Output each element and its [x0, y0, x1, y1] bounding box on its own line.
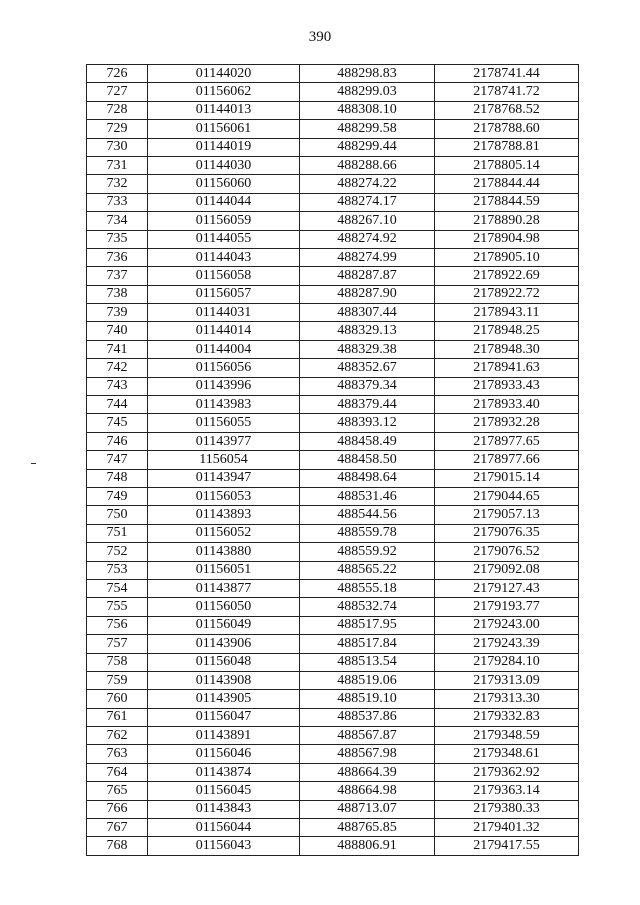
y-coordinate-cell: 2179057.13	[435, 506, 579, 524]
y-coordinate-cell: 2178922.69	[435, 267, 579, 285]
point-id-cell: 01156060	[148, 175, 300, 193]
point-number-cell: 767	[87, 819, 148, 837]
table-row	[87, 487, 579, 505]
y-coordinate-cell: 2178768.52	[435, 101, 579, 119]
point-id-cell: 01144013	[148, 101, 300, 119]
table-row	[87, 377, 579, 395]
point-id-cell: 01144020	[148, 65, 300, 83]
point-id-cell: 01156044	[148, 819, 300, 837]
y-coordinate-cell: 2179380.33	[435, 800, 579, 818]
x-coordinate-cell: 488664.98	[300, 782, 435, 800]
x-coordinate-cell: 488519.06	[300, 671, 435, 689]
point-number-cell: 761	[87, 708, 148, 726]
point-id-cell: 01143891	[148, 727, 300, 745]
x-coordinate-cell: 488267.10	[300, 212, 435, 230]
point-number-cell: 746	[87, 432, 148, 450]
y-coordinate-cell: 2178741.72	[435, 83, 579, 101]
table-row	[87, 432, 579, 450]
point-number-cell: 732	[87, 175, 148, 193]
y-coordinate-cell: 2179362.92	[435, 763, 579, 781]
stray-mark	[31, 463, 36, 464]
y-coordinate-cell: 2178922.72	[435, 285, 579, 303]
x-coordinate-cell: 488329.38	[300, 340, 435, 358]
y-coordinate-cell: 2178904.98	[435, 230, 579, 248]
y-coordinate-cell: 2178933.43	[435, 377, 579, 395]
point-number-cell: 727	[87, 83, 148, 101]
x-coordinate-cell: 488806.91	[300, 837, 435, 855]
table-row	[87, 819, 579, 837]
x-coordinate-cell: 488458.50	[300, 451, 435, 469]
y-coordinate-cell: 2179076.35	[435, 524, 579, 542]
x-coordinate-cell: 488565.22	[300, 561, 435, 579]
table-row	[87, 800, 579, 818]
table-row	[87, 524, 579, 542]
x-coordinate-cell: 488298.83	[300, 65, 435, 83]
point-id-cell: 01143874	[148, 763, 300, 781]
table-row	[87, 65, 579, 83]
x-coordinate-cell: 488713.07	[300, 800, 435, 818]
y-coordinate-cell: 2178844.44	[435, 175, 579, 193]
point-id-cell: 01143977	[148, 432, 300, 450]
point-number-cell: 733	[87, 193, 148, 211]
x-coordinate-cell: 488299.44	[300, 138, 435, 156]
x-coordinate-cell: 488532.74	[300, 598, 435, 616]
y-coordinate-cell: 2178948.30	[435, 340, 579, 358]
point-number-cell: 744	[87, 396, 148, 414]
y-coordinate-cell: 2179243.00	[435, 616, 579, 634]
point-id-cell: 01156059	[148, 212, 300, 230]
point-number-cell: 755	[87, 598, 148, 616]
point-number-cell: 745	[87, 414, 148, 432]
table-row	[87, 506, 579, 524]
table-row	[87, 322, 579, 340]
y-coordinate-cell: 2179076.52	[435, 543, 579, 561]
x-coordinate-cell: 488517.95	[300, 616, 435, 634]
point-id-cell: 01143880	[148, 543, 300, 561]
point-number-cell: 737	[87, 267, 148, 285]
point-id-cell: 01156049	[148, 616, 300, 634]
point-number-cell: 742	[87, 359, 148, 377]
y-coordinate-cell: 2178977.66	[435, 451, 579, 469]
point-id-cell: 01156046	[148, 745, 300, 763]
point-number-cell: 748	[87, 469, 148, 487]
point-id-cell: 01144031	[148, 304, 300, 322]
point-number-cell: 738	[87, 285, 148, 303]
y-coordinate-cell: 2178788.81	[435, 138, 579, 156]
table-row	[87, 616, 579, 634]
point-number-cell: 729	[87, 120, 148, 138]
x-coordinate-cell: 488567.98	[300, 745, 435, 763]
y-coordinate-cell: 2179332.83	[435, 708, 579, 726]
x-coordinate-cell: 488288.66	[300, 156, 435, 174]
point-id-cell: 01143908	[148, 671, 300, 689]
y-coordinate-cell: 2178844.59	[435, 193, 579, 211]
y-coordinate-cell: 2179401.32	[435, 819, 579, 837]
point-number-cell: 754	[87, 579, 148, 597]
x-coordinate-cell: 488567.87	[300, 727, 435, 745]
x-coordinate-cell: 488537.86	[300, 708, 435, 726]
point-number-cell: 752	[87, 543, 148, 561]
table-row	[87, 690, 579, 708]
table-row	[87, 727, 579, 745]
x-coordinate-cell: 488379.34	[300, 377, 435, 395]
point-id-cell: 01143843	[148, 800, 300, 818]
point-number-cell: 757	[87, 635, 148, 653]
table-row	[87, 267, 579, 285]
point-id-cell: 01144014	[148, 322, 300, 340]
point-number-cell: 764	[87, 763, 148, 781]
point-number-cell: 750	[87, 506, 148, 524]
table-row	[87, 763, 579, 781]
y-coordinate-cell: 2178932.28	[435, 414, 579, 432]
x-coordinate-cell: 488308.10	[300, 101, 435, 119]
point-number-cell: 741	[87, 340, 148, 358]
x-coordinate-cell: 488352.67	[300, 359, 435, 377]
x-coordinate-cell: 488498.64	[300, 469, 435, 487]
table-row	[87, 745, 579, 763]
table-row	[87, 83, 579, 101]
x-coordinate-cell: 488517.84	[300, 635, 435, 653]
y-coordinate-cell: 2178788.60	[435, 120, 579, 138]
y-coordinate-cell: 2178933.40	[435, 396, 579, 414]
point-id-cell: 01143877	[148, 579, 300, 597]
table-row	[87, 837, 579, 855]
y-coordinate-cell: 2179243.39	[435, 635, 579, 653]
point-number-cell: 726	[87, 65, 148, 83]
point-number-cell: 762	[87, 727, 148, 745]
y-coordinate-cell: 2179015.14	[435, 469, 579, 487]
table-row	[87, 101, 579, 119]
x-coordinate-cell: 488274.17	[300, 193, 435, 211]
x-coordinate-cell: 488531.46	[300, 487, 435, 505]
point-id-cell: 01144044	[148, 193, 300, 211]
x-coordinate-cell: 488299.58	[300, 120, 435, 138]
point-id-cell: 01144055	[148, 230, 300, 248]
point-id-cell: 01156062	[148, 83, 300, 101]
point-id-cell: 01156055	[148, 414, 300, 432]
table-row	[87, 175, 579, 193]
y-coordinate-cell: 2178890.28	[435, 212, 579, 230]
point-id-cell: 01156048	[148, 653, 300, 671]
table-row	[87, 212, 579, 230]
table-row	[87, 396, 579, 414]
point-id-cell: 01144043	[148, 248, 300, 266]
point-id-cell: 01144004	[148, 340, 300, 358]
y-coordinate-cell: 2178943.11	[435, 304, 579, 322]
table-row	[87, 304, 579, 322]
point-id-cell: 01143983	[148, 396, 300, 414]
page-number: 390	[308, 29, 332, 45]
point-id-cell: 01156061	[148, 120, 300, 138]
point-id-cell: 01156045	[148, 782, 300, 800]
table-row	[87, 230, 579, 248]
table-row	[87, 285, 579, 303]
table-row	[87, 708, 579, 726]
x-coordinate-cell: 488274.99	[300, 248, 435, 266]
point-number-cell: 734	[87, 212, 148, 230]
table-row	[87, 156, 579, 174]
y-coordinate-cell: 2179127.43	[435, 579, 579, 597]
y-coordinate-cell: 2178905.10	[435, 248, 579, 266]
y-coordinate-cell: 2178805.14	[435, 156, 579, 174]
x-coordinate-cell: 488559.92	[300, 543, 435, 561]
table-row	[87, 635, 579, 653]
point-number-cell: 731	[87, 156, 148, 174]
point-number-cell: 728	[87, 101, 148, 119]
point-id-cell: 01156043	[148, 837, 300, 855]
y-coordinate-cell: 2179417.55	[435, 837, 579, 855]
y-coordinate-cell: 2179348.59	[435, 727, 579, 745]
point-number-cell: 758	[87, 653, 148, 671]
point-id-cell: 01156056	[148, 359, 300, 377]
y-coordinate-cell: 2178977.65	[435, 432, 579, 450]
point-number-cell: 740	[87, 322, 148, 340]
point-id-cell: 1156054	[148, 451, 300, 469]
table-row	[87, 579, 579, 597]
point-number-cell: 739	[87, 304, 148, 322]
point-id-cell: 01144030	[148, 156, 300, 174]
point-number-cell: 763	[87, 745, 148, 763]
x-coordinate-cell: 488379.44	[300, 396, 435, 414]
x-coordinate-cell: 488513.54	[300, 653, 435, 671]
table-row	[87, 653, 579, 671]
point-id-cell: 01156058	[148, 267, 300, 285]
point-id-cell: 01143947	[148, 469, 300, 487]
y-coordinate-cell: 2179313.30	[435, 690, 579, 708]
table-row	[87, 451, 579, 469]
table-row	[87, 193, 579, 211]
x-coordinate-cell: 488307.44	[300, 304, 435, 322]
table-row	[87, 120, 579, 138]
point-id-cell: 01143906	[148, 635, 300, 653]
point-number-cell: 730	[87, 138, 148, 156]
y-coordinate-cell: 2179284.10	[435, 653, 579, 671]
x-coordinate-cell: 488559.78	[300, 524, 435, 542]
table-row	[87, 561, 579, 579]
x-coordinate-cell: 488287.87	[300, 267, 435, 285]
point-number-cell: 736	[87, 248, 148, 266]
point-id-cell: 01156053	[148, 487, 300, 505]
x-coordinate-cell: 488274.92	[300, 230, 435, 248]
x-coordinate-cell: 488544.56	[300, 506, 435, 524]
x-coordinate-cell: 488555.18	[300, 579, 435, 597]
table-row	[87, 469, 579, 487]
x-coordinate-cell: 488329.13	[300, 322, 435, 340]
table-row	[87, 782, 579, 800]
point-id-cell: 01143893	[148, 506, 300, 524]
point-number-cell: 747	[87, 451, 148, 469]
y-coordinate-cell: 2179044.65	[435, 487, 579, 505]
coordinates-table	[86, 64, 579, 856]
table-row	[87, 359, 579, 377]
point-number-cell: 735	[87, 230, 148, 248]
x-coordinate-cell: 488458.49	[300, 432, 435, 450]
y-coordinate-cell: 2179092.08	[435, 561, 579, 579]
point-number-cell: 749	[87, 487, 148, 505]
table-row	[87, 340, 579, 358]
point-id-cell: 01144019	[148, 138, 300, 156]
point-number-cell: 765	[87, 782, 148, 800]
y-coordinate-cell: 2179348.61	[435, 745, 579, 763]
x-coordinate-cell: 488393.12	[300, 414, 435, 432]
point-number-cell: 753	[87, 561, 148, 579]
point-number-cell: 768	[87, 837, 148, 855]
table-row	[87, 248, 579, 266]
point-number-cell: 766	[87, 800, 148, 818]
table-row	[87, 598, 579, 616]
x-coordinate-cell: 488765.85	[300, 819, 435, 837]
table-row	[87, 671, 579, 689]
y-coordinate-cell: 2178948.25	[435, 322, 579, 340]
table-row	[87, 138, 579, 156]
table-row	[87, 543, 579, 561]
y-coordinate-cell: 2178941.63	[435, 359, 579, 377]
point-id-cell: 01143905	[148, 690, 300, 708]
y-coordinate-cell: 2178741.44	[435, 65, 579, 83]
x-coordinate-cell: 488274.22	[300, 175, 435, 193]
y-coordinate-cell: 2179363.14	[435, 782, 579, 800]
point-number-cell: 751	[87, 524, 148, 542]
point-number-cell: 759	[87, 671, 148, 689]
point-number-cell: 743	[87, 377, 148, 395]
table-row	[87, 414, 579, 432]
point-id-cell: 01156047	[148, 708, 300, 726]
point-id-cell: 01156057	[148, 285, 300, 303]
x-coordinate-cell: 488299.03	[300, 83, 435, 101]
point-id-cell: 01156052	[148, 524, 300, 542]
point-id-cell: 01143996	[148, 377, 300, 395]
point-id-cell: 01156050	[148, 598, 300, 616]
y-coordinate-cell: 2179313.09	[435, 671, 579, 689]
x-coordinate-cell: 488287.90	[300, 285, 435, 303]
x-coordinate-cell: 488664.39	[300, 763, 435, 781]
point-number-cell: 756	[87, 616, 148, 634]
coordinates-table-body	[87, 65, 579, 856]
y-coordinate-cell: 2179193.77	[435, 598, 579, 616]
x-coordinate-cell: 488519.10	[300, 690, 435, 708]
point-number-cell: 760	[87, 690, 148, 708]
point-id-cell: 01156051	[148, 561, 300, 579]
